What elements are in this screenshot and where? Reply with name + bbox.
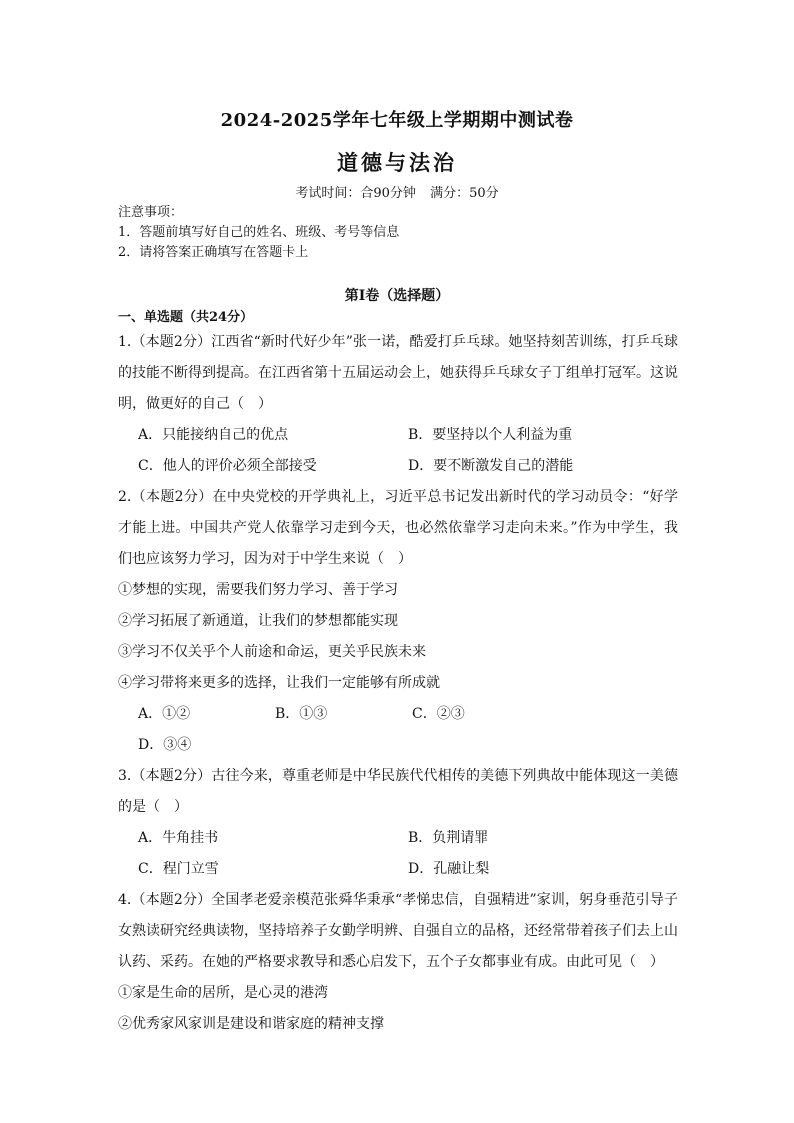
question-2: [118, 482, 678, 761]
option-c: C．他人的评价必须全部接受: [138, 458, 317, 474]
exam-info: [0, 182, 794, 201]
notes-heading: 注意事项：: [118, 205, 184, 220]
option-d: D．③④: [138, 737, 192, 753]
option-b: B．①③: [275, 706, 328, 722]
full-score: 满分：50分: [430, 186, 499, 201]
question-stem: 2.（本题2分）在中央党校的开学典礼上，习近平总书记发出新时代的学习动员令：“好学才能上进。中国共产党人依靠学习走到今天，也必然依靠学习走向未来。”作为中学生，我们也应该努力学习，因为对于中学生来说（ ）: [118, 489, 678, 567]
option-c: C．②③: [412, 706, 465, 722]
question-stem: 1.（本题2分）江西省“新时代好少年”张一诺，酷爱打乒乓球。她坚持刻苦训练，打乒乓球的技能不断得到提高。在江西省第十五届运动会上，她获得乒乓球女子丁组单打冠军。这说明，做更好的自己（ ）: [118, 334, 678, 412]
option-a: A．牛角挂书: [138, 830, 219, 846]
note-item: 2．请将答案正确填写在答题卡上: [118, 245, 309, 260]
question-stem: 3.（本题2分）古往今来，尊重老师是中华民族代代相传的美德下列典故中能体现这一美德的是（ ）: [118, 768, 678, 815]
exam-time: 考试时间：合90分钟: [295, 186, 416, 201]
question-stem: 4.（本题2分）全国孝老爱亲模范张舜华秉承“孝悌忠信，自强精进”家训，躬身垂范引导子女熟读研究经典读物，坚持培养子女勤学明辨、自强自立的品格，还经常带着孩子们去上山认药、采药。在她的严格要求教导和悉心启发下，五个子女都事业有成。由此可见（ ）: [118, 892, 678, 970]
statement: ①家是生命的居所，是心灵的港湾: [118, 985, 328, 1001]
question-4: [118, 885, 678, 1040]
question-1: [118, 327, 678, 482]
options: [118, 699, 678, 761]
section-title: 第I卷（选择题）: [344, 288, 450, 304]
part-title: 一、单选题（共24分）: [118, 310, 254, 325]
statement: ②优秀家风家训是建设和谐家庭的精神支撑: [118, 1016, 384, 1032]
questions-list: [118, 327, 678, 1040]
notes-block: [118, 203, 399, 263]
option-a: A．只能接纳自己的优点: [138, 427, 289, 443]
option-d: D．孔融让梨: [408, 861, 490, 877]
option-b: B．负荆请罪: [408, 830, 489, 846]
options: [118, 823, 678, 885]
question-3: [118, 761, 678, 885]
statement: ④学习带将来更多的选择，让我们一定能够有所成就: [118, 675, 440, 691]
statement: ①梦想的实现，需要我们努力学习、善于学习: [118, 582, 398, 598]
option-c: C．程门立雪: [138, 861, 219, 877]
exam-title: 2024-2025学年七年级上学期期中测试卷: [220, 110, 574, 131]
subject-title: 道德与法治: [337, 150, 457, 175]
option-d: D．要不断激发自己的潜能: [408, 458, 574, 474]
option-b: B．要坚持以个人利益为重: [408, 427, 573, 443]
statement: ③学习不仅关乎个人前途和命运，更关乎民族未来: [118, 644, 426, 660]
options: [118, 420, 678, 482]
statement: ②学习拓展了新通道，让我们的梦想都能实现: [118, 613, 398, 629]
note-item: 1．答题前填写好自己的姓名、班级、考号等信息: [118, 225, 400, 240]
option-a: A．①②: [138, 706, 191, 722]
